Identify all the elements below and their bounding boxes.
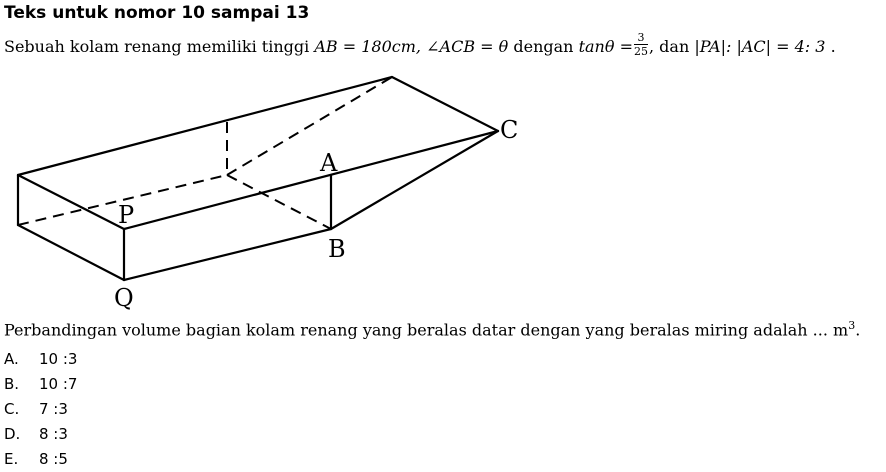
edge-bottom-left — [18, 225, 124, 280]
option-c[interactable] — [4, 396, 77, 421]
option-e[interactable] — [4, 447, 77, 472]
dan-word: dan — [659, 37, 690, 56]
pool-diagram — [0, 70, 886, 315]
ab-expression: AB = 180cm, — [314, 37, 422, 56]
option-text: 8 :3 — [39, 425, 68, 444]
label-a: A — [320, 149, 338, 177]
angle-expression: ∠ACB = θ — [426, 37, 509, 56]
problem-intro: Sebuah kolam renang memiliki tinggi — [4, 37, 310, 56]
answer-options — [4, 346, 77, 472]
option-letter: D. — [4, 425, 21, 444]
option-text: 10 :7 — [39, 374, 78, 393]
option-letter: B. — [4, 374, 20, 393]
section-heading: Teks untuk nomor 10 sampai 13 — [4, 3, 310, 23]
option-letter: A. — [4, 349, 19, 368]
comma: , — [648, 37, 655, 56]
option-b[interactable] — [4, 371, 77, 396]
tan-expression: tanθ = — [578, 37, 633, 56]
problem-statement — [4, 31, 836, 61]
question-exponent: 3 — [848, 319, 856, 332]
option-letter: C. — [4, 399, 20, 418]
question-end: . — [855, 320, 861, 340]
label-p: P — [118, 201, 135, 229]
option-text: 10 :3 — [39, 349, 78, 368]
solid-edges — [18, 77, 498, 280]
hidden-slope — [227, 77, 392, 175]
tan-numerator: 3 — [634, 31, 648, 45]
label-c: C — [500, 116, 519, 144]
tan-denominator: 25 — [633, 45, 648, 58]
hidden-bottom-mid — [227, 175, 331, 229]
option-text: 8 :5 — [39, 450, 68, 469]
question-text — [4, 319, 860, 339]
option-text: 7 :3 — [39, 399, 68, 418]
option-d[interactable] — [4, 422, 77, 447]
ratio-expression: |PA|: |AC| = 4: 3 — [694, 37, 826, 56]
edge-top-front — [124, 131, 498, 229]
tan-fraction — [634, 31, 648, 58]
edge-top-left — [18, 175, 124, 229]
problem-end: . — [830, 37, 836, 56]
edge-top-right — [392, 77, 498, 131]
label-q: Q — [114, 284, 134, 312]
edge-bc — [331, 131, 498, 229]
option-a[interactable] — [4, 346, 77, 371]
question-body: Perbandingan volume bagian kolam renang yang beralas datar dengan yang beralas miring adalah ... m — [4, 320, 849, 340]
edge-qb — [124, 229, 331, 280]
dengan-word: dengan — [513, 37, 574, 56]
option-letter: E. — [4, 450, 19, 469]
label-b: B — [328, 235, 346, 263]
